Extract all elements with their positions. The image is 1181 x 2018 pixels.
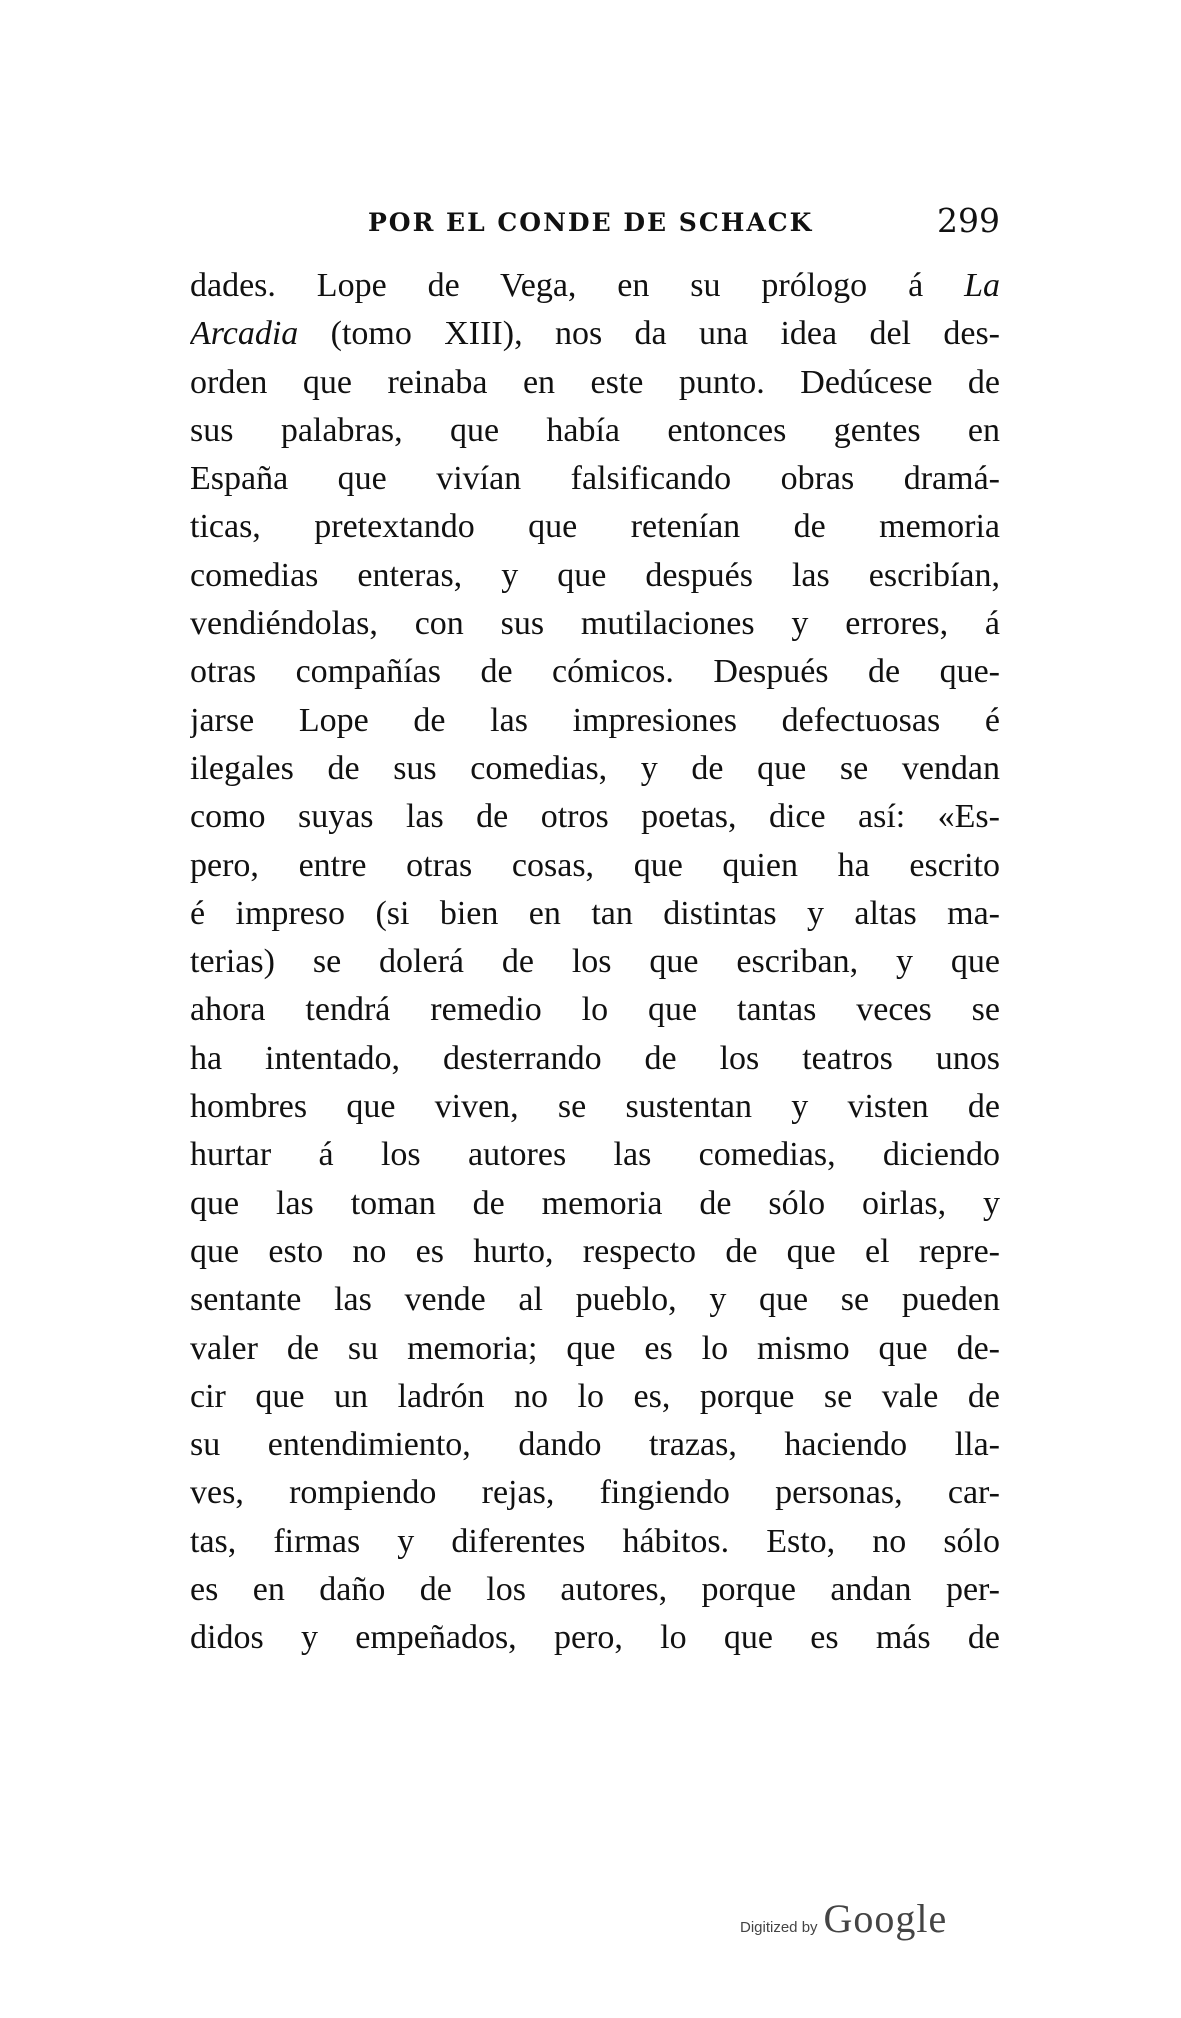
running-head xyxy=(190,203,1000,243)
italic-title: Arcadia xyxy=(190,315,299,353)
text-line xyxy=(190,1421,1000,1469)
text-segment: comedias enteras, y que después las escribían, xyxy=(190,556,1000,594)
text-line xyxy=(190,842,1000,890)
text-line xyxy=(190,938,1000,986)
text-segment: como suyas las de otros poetas, dice así: «Es- xyxy=(190,798,1000,836)
text-segment: sus palabras, que había entonces gentes en xyxy=(190,411,1000,449)
text-segment: hurtar á los autores las comedias, diciendo xyxy=(190,1136,1000,1174)
text-segment: orden que reinaba en este punto. Dedúcese de xyxy=(190,363,1000,401)
text-line xyxy=(190,1614,1000,1662)
text-line xyxy=(190,1276,1000,1324)
text-line xyxy=(190,1373,1000,1421)
text-line xyxy=(190,793,1000,841)
text-line xyxy=(190,1131,1000,1179)
text-line xyxy=(190,262,1000,310)
text-line xyxy=(190,745,1000,793)
text-segment: que las toman de memoria de sólo oirlas, y xyxy=(190,1184,1000,1222)
text-segment: ahora tendrá remedio lo que tantas veces se xyxy=(190,991,1000,1029)
text-line xyxy=(190,1469,1000,1517)
text-line xyxy=(190,1518,1000,1566)
text-segment: es en daño de los autores, porque andan per- xyxy=(190,1571,1000,1609)
page-number: 299 xyxy=(937,201,1000,240)
text-line xyxy=(190,1035,1000,1083)
text-segment: terias) se dolerá de los que escriban, y que xyxy=(190,943,1000,981)
text-line xyxy=(190,552,1000,600)
text-line xyxy=(190,310,1000,358)
text-segment: que esto no es hurto, respecto de que el repre- xyxy=(190,1232,1000,1270)
text-line xyxy=(190,600,1000,648)
text-segment: cir que un ladrón no lo es, porque se vale de xyxy=(190,1377,1000,1415)
text-segment: jarse Lope de las impresiones defectuosas é xyxy=(190,701,1000,739)
italic-title: La xyxy=(964,267,1000,304)
text-line xyxy=(190,503,1000,551)
text-segment: ilegales de sus comedias, y de que se vendan xyxy=(190,749,1000,787)
body-text xyxy=(190,262,1000,1663)
text-segment: España que vivían falsificando obras dramá- xyxy=(190,460,1000,498)
text-segment: su entendimiento, dando trazas, haciendo lla- xyxy=(190,1426,1000,1464)
text-line xyxy=(190,986,1000,1034)
text-segment: (tomo XIII), nos da una idea del des- xyxy=(298,315,1000,353)
text-line xyxy=(190,1566,1000,1614)
text-line xyxy=(190,648,1000,696)
text-segment: otras compañías de cómicos. Después de que- xyxy=(190,653,1000,691)
running-title: POR EL CONDE DE SCHACK xyxy=(368,208,814,237)
text-line xyxy=(190,407,1000,455)
google-logo: Google xyxy=(823,1896,948,1941)
text-line xyxy=(190,1180,1000,1228)
watermark-prefix: Digitized by xyxy=(740,1919,818,1936)
text-line xyxy=(190,359,1000,407)
text-segment: vendiéndolas, con sus mutilaciones y errores, á xyxy=(190,605,1000,643)
text-line xyxy=(190,455,1000,503)
text-line xyxy=(190,1083,1000,1131)
text-line xyxy=(190,890,1000,938)
text-segment: sentante las vende al pueblo, y que se pueden xyxy=(190,1281,1000,1319)
text-segment: ha intentado, desterrando de los teatros unos xyxy=(190,1039,1000,1077)
text-line xyxy=(190,1228,1000,1276)
text-segment: valer de su memoria; que es lo mismo que de- xyxy=(190,1329,1000,1367)
text-line xyxy=(190,1325,1000,1373)
text-segment: ticas, pretextando que retenían de memoria xyxy=(190,508,1000,546)
text-segment: dades. Lope de Vega, en su prólogo á xyxy=(190,267,965,304)
text-segment: é impreso (si bien en tan distintas y altas ma- xyxy=(190,894,1000,932)
text-segment: pero, entre otras cosas, que quien ha escrito xyxy=(190,846,1000,884)
text-line xyxy=(190,697,1000,745)
text-segment: tas, firmas y diferentes hábitos. Esto, no sólo xyxy=(190,1522,1000,1560)
text-segment: hombres que viven, se sustentan y visten de xyxy=(190,1088,1000,1126)
digitized-by-google-watermark xyxy=(740,1895,947,1945)
text-segment: ves, rompiendo rejas, fingiendo personas, car- xyxy=(190,1474,1000,1512)
text-segment: didos y empeñados, pero, lo que es más de xyxy=(190,1619,1000,1657)
